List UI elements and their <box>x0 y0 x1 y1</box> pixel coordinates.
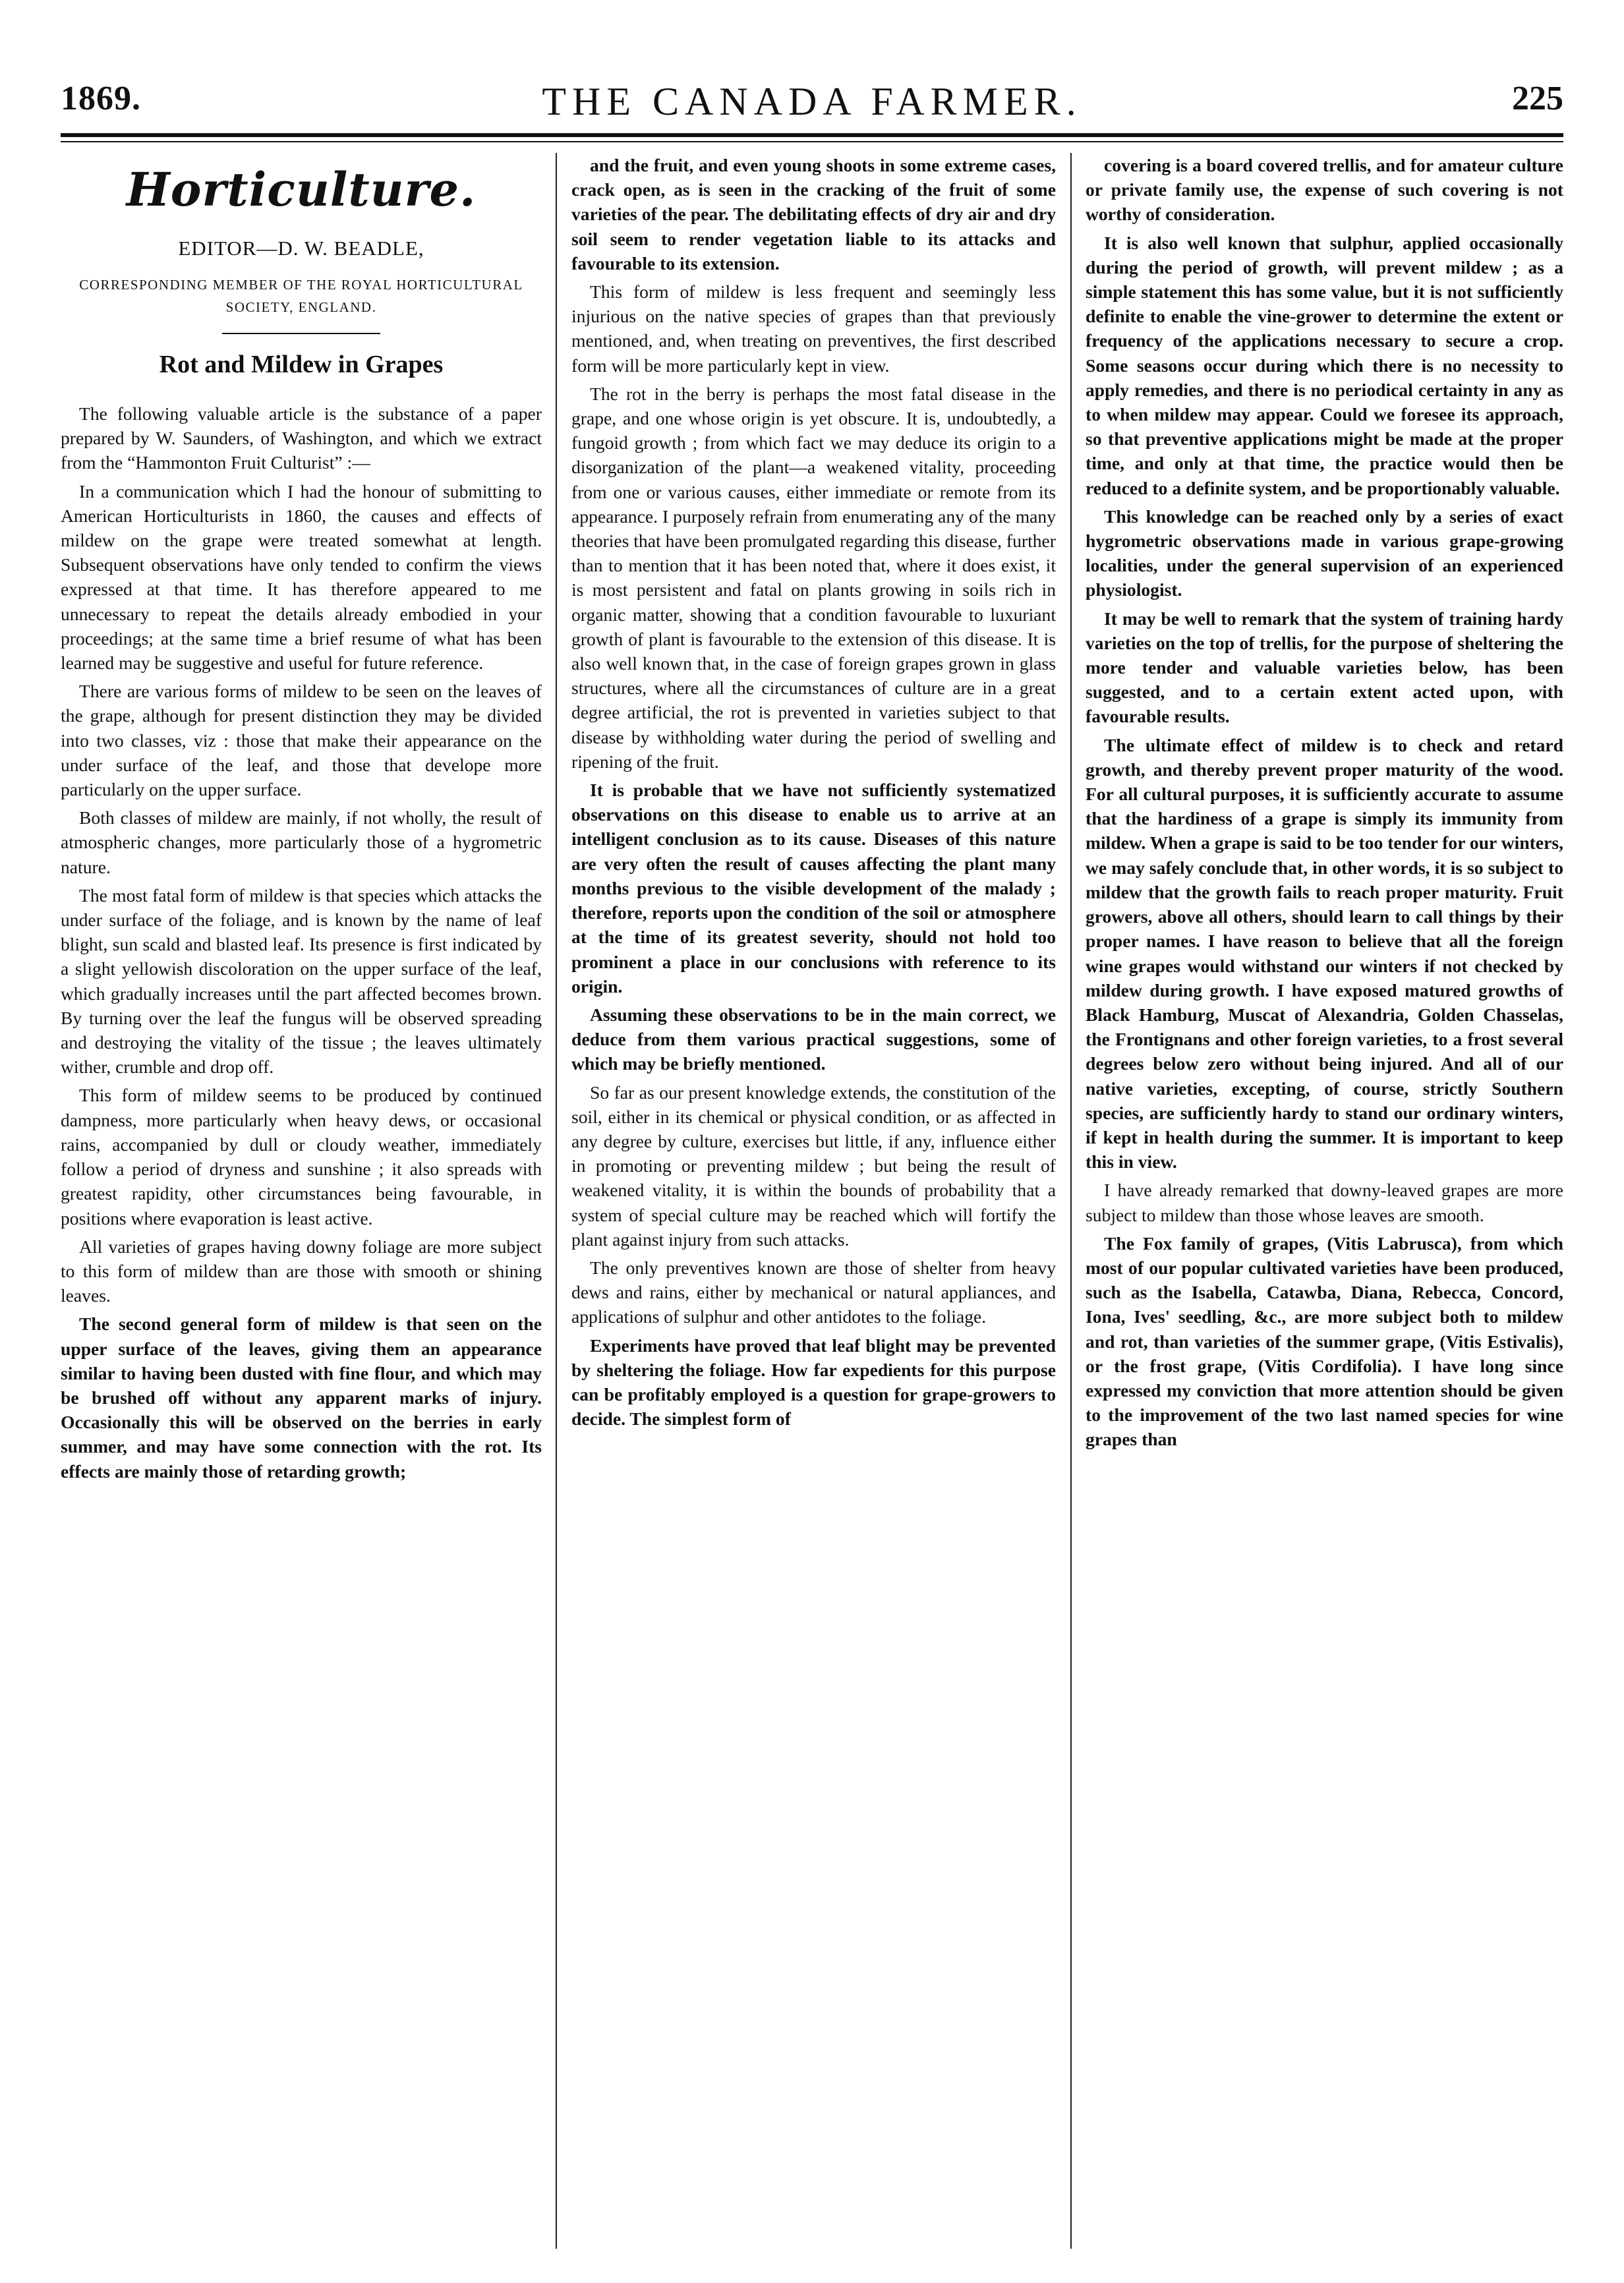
paragraph: All varieties of grapes having downy foliage are more subject to this form of mildew than are those with smooth or shining leaves. <box>61 1236 542 1306</box>
paragraph: So far as our present knowledge extends, the constitution of the soil, either in its chemical or physical condition, or as affected in any degree by culture, exercises but little, if any, influence either in promoting or preventing mildew ; but being the result of weakened vitality, it is within the bounds of probability that a system of special culture may be reached which will fortify the plant against injury from such attacks. <box>571 1082 1056 1250</box>
paragraph: It is probable that we have not sufficiently systematized observations on this disease to enable us to arrive at an intelligent conclusion as to its cause. Diseases of this nature are very often the result of causes affecting the plant many months previous to the visible development of the malady ; therefore, reports upon the condition of the soil or atmosphere at the time of its greatest severity, should not hold too prominent a place in our conclusions with reference to its origin. <box>571 780 1056 997</box>
paragraph: In a communication which I had the honour of submitting to American Horticulturists in 1860, the causes and effects of mildew on the grape were treated somewhat at length. Subsequent observations have only tended to confirm the views expressed at that time. It has therefore appeared to me unnecessary to repeat the details already embodied in your proceedings; at the same time a brief resume of what has been learned may be suggestive and useful for future reference. <box>61 480 542 674</box>
header-title: THE CANADA FARMER. <box>542 80 1082 123</box>
paragraph: It is also well known that sulphur, applied occasionally during the period of growth, will prevent mildew ; as a simple statement this has some value, but it is not sufficiently definite to enable the vine-grower to determine the extent or frequency of the applications necessary to secure a crop. Some seasons occur during which there is no necessity to apply remedies, and there is no periodical certainty in any as to when mildew may appear. Could we foresee its approach, so that preventive applications might be made at the proper time, and only at that time, the practice would then be reduced to a definite system, and be proportionably valuable. <box>1086 232 1563 498</box>
paragraph: The following valuable article is the substance of a paper prepared by W. Saunders, of Washington, and which we extract from the “Hammonton Fruit Culturist” :— <box>61 403 542 473</box>
article-columns <box>61 153 1563 2249</box>
paragraph: Both classes of mildew are mainly, if not wholly, the result of atmospheric changes, more particularly those of a hygrometric nature. <box>61 807 542 877</box>
paragraph: Experiments have proved that leaf blight may be prevented by sheltering the foliage. How far expedients for this purpose can be profitably employed is a question for grape-growers to decide. The simplest form of <box>571 1335 1056 1430</box>
section-divider <box>222 333 380 334</box>
paragraph: covering is a board covered trellis, and for amateur culture or private family use, the expense of such covering is not worthy of consideration. <box>1086 155 1563 225</box>
paragraph: Assuming these observations to be in the main correct, we deduce from them various practical suggestions, some of which may be briefly mentioned. <box>571 1004 1056 1074</box>
section-title: Horticulture. <box>126 162 477 217</box>
paragraph: The rot in the berry is perhaps the most fatal disease in the grape, and one whose origin is yet obscure. It is, undoubtedly, a fungoid growth ; from which fact we may deduce its origin to a disorganization of the plant—a weakened vitality, proceeding from one or various causes, either immediate or remote from its appearance. I purposely refrain from enumerating any of the many theories that have been promulgated regarding this disease, further than to mention that it has been noted that, where it does exist, it is most persistent and fatal on plants growing in soils rich in organic matter, showing that a condition favourable to luxuriant growth of plant is favourable to the extension of this disease. It is also well known that, in the case of foreign grapes grown in glass structures, where all the circumstances of culture are in a great degree artificial, the rot is prevented in varieties subject to that disease by withholding water during the period of swelling and ripening of the fruit. <box>571 383 1056 772</box>
header-page-number: 225 <box>1512 80 1563 117</box>
paragraph: The second general form of mildew is that seen on the upper surface of the leaves, giving them an appearance similar to having been dusted with fine flour, and which may be brushed off without any apparent marks of injury. Occasionally this will be observed on the berries in early summer, and may have some connection with the rot. Its effects are mainly those of retarding growth; <box>61 1314 542 1482</box>
header-rule-thin <box>61 141 1563 142</box>
paragraph: I have already remarked that downy-leaved grapes are more subject to mildew than those whose leaves are smooth. <box>1086 1180 1563 1225</box>
article-title: Rot and Mildew in Grapes <box>159 351 444 378</box>
paragraph: and the fruit, and even young shoots in some extreme cases, crack open, as is seen in the cracking of the fruit of some varieties of the pear. The debilitating effects of dry air and dry soil seem to render vegetation liable to its attacks and favourable to its extension. <box>571 155 1056 274</box>
paragraph: There are various forms of mildew to be seen on the leaves of the grape, although for present distinction they may be divided into two classes, viz : those that make their appearance on the under surface of the leaf, and those that develope more particularly on the upper surface. <box>61 681 542 800</box>
header-rule <box>61 133 1563 137</box>
column-1 <box>61 153 542 2249</box>
paragraph: It may be well to remark that the system of training hardy varieties on the top of trellis, for the purpose of sheltering the more tender and valuable varieties below, has been suggested, and to a certain extent acted upon, with favourable results. <box>1086 608 1563 727</box>
paragraph: This form of mildew seems to be produced by continued dampness, more particularly when heavy dews, or occasional rains, accompanied by dull or cloudy weather, immediately follow a period of dryness and sunshine ; it also spreads with greatest rapidity, other circumstances being favourable, in positions where evaporation is least active. <box>61 1085 542 1228</box>
column-2 <box>571 153 1056 2249</box>
paragraph: The only preventives known are those of shelter from heavy dews and rains, either by mechanical or natural appliances, and applications of sulphur and other antidotes to the foliage. <box>571 1257 1056 1327</box>
paragraph: This form of mildew is less frequent and seemingly less injurious on the native species of grapes than that previously mentioned, and, when treating on preventives, the first described form will be more particularly kept in view. <box>571 281 1056 376</box>
paragraph: The ultimate effect of mildew is to check and retard growth, and thereby prevent proper maturity of the wood. For all cultural purposes, it is sufficiently accurate to assume that the hardiness of a grape is simply its immunity from mildew. When a grape is said to be too tender for our winters, we may safely conclude that, in other words, it is so subject to mildew that the growth fails to reach proper maturity. Fruit growers, above all others, should learn to call things by their proper names. I have reason to believe that all the foreign wine grapes would withstand our winters if not checked by mildew during growth. I have exposed matured growths of Black Hamburg, Muscat of Alexandria, Golden Chasselas, the Frontignans and other foreign varieties, to a frost several degrees below zero without being injured. And all of our native varieties, excepting, of course, strictly Southern species, are sufficiently hardy to stand our ordinary winters, if kept in health during the summer. It is important to keep this in view. <box>1086 734 1563 1172</box>
paragraph: The Fox family of grapes, (Vitis Labrusca), from which most of our popular cultivated varieties have been produced, such as the Isabella, Catawba, Diana, Rebecca, Concord, Iona, Ives' seedling, &c., are more subject both to mildew and rot, than varieties of the summer grape, (Vitis Estivalis), or the frost grape, (Vitis Cordifolia). I have long since expressed my conviction that more attention should be given to the improvement of the two last named species for wine grapes than <box>1086 1232 1563 1450</box>
column-3 <box>1086 153 1563 2249</box>
paragraph: The most fatal form of mildew is that species which attacks the under surface of the foliage, and is known by the name of leaf blight, sun scald and blasted leaf. Its presence is first indicated by a slight yellowish discoloration on the upper surface of the leaf, which gradually increases until the part affected becomes brown. By turning over the leaf the fungus will be observed spreading and destroying the vitality of the tissue ; the leaves ultimately wither, crumble and drop off. <box>61 884 542 1078</box>
header-year: 1869. <box>61 80 141 117</box>
paragraph: This knowledge can be reached only by a series of exact hygrometric observations made in various grape-growing localities, under the general supervision of an experienced physiologist. <box>1086 506 1563 600</box>
section-editor-subtitle: CORRESPONDING MEMBER OF THE ROYAL HORTICULTURAL SOCIETY, ENGLAND. <box>79 277 523 315</box>
section-editor: EDITOR—D. W. BEADLE, <box>178 237 424 260</box>
